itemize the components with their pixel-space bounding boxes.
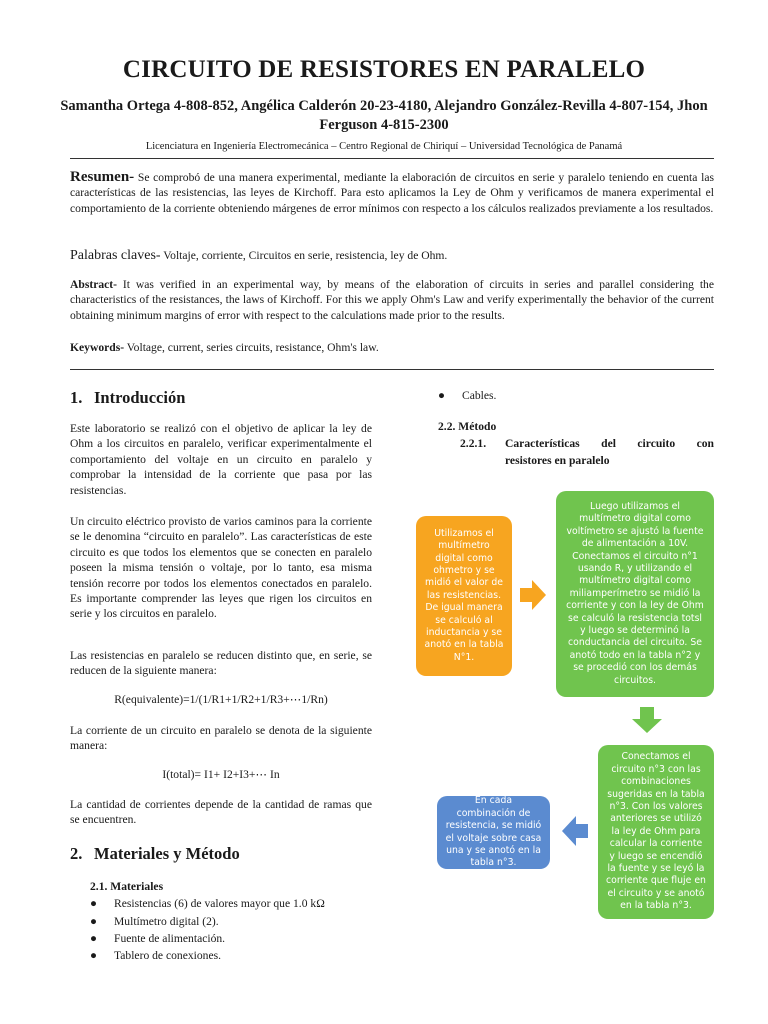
bullet-icon: ● <box>438 389 446 402</box>
list-item: ● Fuente de alimentación. <box>90 932 226 945</box>
affiliation: Licenciatura en Ingeniería Electromecánica – Centro Regional de Chiriquí – Universidad Tecnológica de Panamá <box>145 141 623 152</box>
flow-step-2-box: Luego utilizamos el multímetro digital como voltímetro se ajustó la fuente de alimentación a 10V. Conectamos el circuito n°1 usando R, y utilizando el multímetro digital como miliamperímetro se midió la corriente y con la ley de Ohm se calculó la resistencia totsl y luego se determinó la conductancia del circuito. Se anotó todo en la tabla n°2 y se procedió con los demás circuitos. <box>556 491 714 697</box>
intro-paragraph-1: Este laboratorio se realizó con el objetivo de aplicar la ley de Ohm a los circuitos en paralelo, verificar experimentalmente el comportamiento del voltaje en un circuito en paralelo y comprobar la intensidad de la corriente que pasa por las resistencias. <box>70 422 372 497</box>
arrow-right-icon <box>520 580 546 610</box>
metodo-subsub-number: 2.2.1. <box>460 437 487 450</box>
list-item: ● Multímetro digital (2). <box>90 915 219 928</box>
metodo-subsub-line1: Características del circuito con <box>505 437 714 450</box>
materiales-heading <box>70 844 240 864</box>
keywords-paragraph <box>70 340 714 355</box>
resumen-text: Se comprobó de una manera experimental, mediante la elaboración de circuitos en serie y paralelo teniendo en cuenta las características de las resistencias, las leyes de Kirchoff. Para esto aplicamos la Ley de Ohm y verificamos de manera experimental el comportamiento de la corriente obteniendo márgenes de error mínimos con respecto a los cálculos realizados previamente a los resultados. <box>70 171 714 215</box>
intro-heading <box>70 388 185 408</box>
arrow-down-icon <box>632 707 662 733</box>
bullet-icon: ● <box>90 915 98 928</box>
top-rule <box>70 158 714 159</box>
keywords-text: Voltage, current, series circuits, resistance, Ohm's law. <box>124 341 379 354</box>
formula-current: I(total)= I1+ I2+I3+⋯ In <box>162 768 280 781</box>
palabras-claves-paragraph <box>70 248 714 263</box>
intro-paragraph-2: Un circuito eléctrico provisto de varios caminos para la corriente se le denomina “circuito en paralelo”. Las características de este circuito es que todos los elementos que se conecten en paralelo poseen la misma tensión o voltaje, por lo tanto, esa misma tensión recorre por todos los elementos conectados en paralelo. Es importante comprender las leyes que rigen los circuitos en serie y los circuitos en paralelo. <box>70 515 372 621</box>
palabras-claves-text: Voltaje, corriente, Circuitos en serie, resistencia, ley de Ohm. <box>160 249 448 262</box>
metodo-subheading: 2.2. Método <box>438 420 497 433</box>
list-item: ● Tablero de conexiones. <box>90 949 222 962</box>
middle-rule <box>70 369 714 370</box>
flow-step-1-box: Utilizamos el multímetro digital como ohmetro y se midió el valor de las resistencias. De igual manera se calculó al inductancia y se anotó en la tabla N°1. <box>416 516 512 676</box>
abstract-paragraph <box>70 277 714 323</box>
intro-heading-text: Introducción <box>94 388 186 407</box>
list-item: ● Cables. <box>438 389 497 402</box>
abstract-label: Abstract- <box>70 278 118 291</box>
flow-step-4-box: En cada combinación de resistencia, se midió el voltaje sobre casa una y se anotó en la tabla n°3. <box>437 796 550 869</box>
author-list: Samantha Ortega 4-808-852, Angélica Calderón 20-23-4180, Alejandro González-Revilla 4-807-154, Jhon Ferguson 4-815-2300 <box>60 98 708 133</box>
palabras-claves-label: Palabras claves- <box>70 248 161 263</box>
resumen-paragraph <box>70 170 714 216</box>
formula-resistance: R(equivalente)=1/(1/R1+1/R2+1/R3+⋯1/Rn) <box>114 693 328 706</box>
paper-title: CIRCUITO DE RESISTORES EN PARALELO <box>122 56 646 83</box>
keywords-label: Keywords- <box>70 341 125 354</box>
bullet-icon: ● <box>90 897 98 910</box>
bullet-icon: ● <box>90 949 98 962</box>
materiales-heading-number: 2. <box>70 844 83 863</box>
intro-paragraph-3: Las resistencias en paralelo se reducen distinto que, en serie, se reducen de la siguiente manera: <box>70 649 372 678</box>
bullet-icon: ● <box>90 932 98 945</box>
list-item: ● Resistencias (6) de valores mayor que 1.0 kΩ <box>90 897 325 910</box>
resumen-label: Resumen- <box>70 169 135 185</box>
intro-paragraph-5: La cantidad de corrientes depende de la cantidad de ramas que se encuentren. <box>70 798 372 827</box>
flow-step-3-box: Conectamos el circuito n°3 con las combinaciones sugeridas en la tabla n°3. Con los valores anteriores se utilizó la ley de Ohm para calcular la corriente y luego se encendió la fuente y se leyó la corriente que fluje en el circuito y se anotó en la tabla n°3. <box>598 745 714 919</box>
intro-heading-number: 1. <box>70 388 83 407</box>
materiales-subheading: 2.1. Materiales <box>90 880 164 893</box>
arrow-left-icon <box>562 816 588 846</box>
intro-paragraph-4: La corriente de un circuito en paralelo se denota de la siguiente manera: <box>70 724 372 753</box>
materiales-heading-text: Materiales y Método <box>94 844 240 863</box>
metodo-subsub-line2: resistores en paralelo <box>505 454 610 467</box>
abstract-text: It was verified in an experimental way, by means of the elaboration of circuits in series and parallel considering the characteristics of the resistances, the laws of Kirchoff. For this we apply Ohm's Law and verify experimentally the behavior of the current obtaining minimum margins of error with respect to the calculations made prior to the results. <box>70 278 714 322</box>
